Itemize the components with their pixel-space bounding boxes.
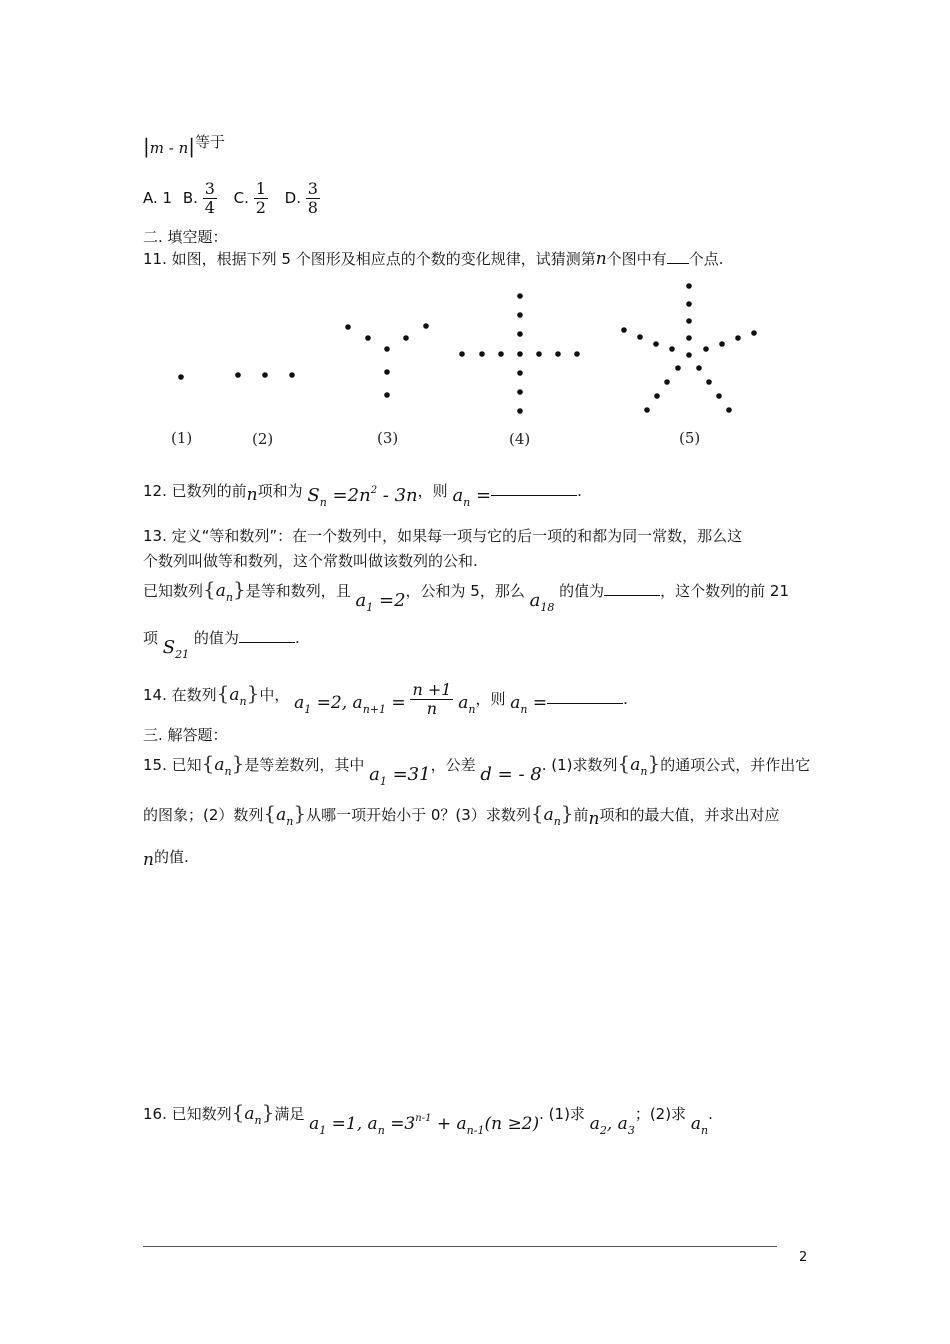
brace-left: { (263, 801, 277, 825)
q15-l2-b: 从哪一项开始小于 0？(3）求数列 (306, 806, 531, 824)
q15-line1 (143, 751, 811, 788)
q13-a1: $a_1 =2$ (355, 590, 406, 614)
answer-blank (604, 581, 660, 596)
seq-an: $a_n$ (543, 805, 561, 828)
answer-blank (239, 628, 295, 643)
var-n: n (595, 249, 607, 269)
figure-2-label: (2) (252, 430, 274, 448)
q13-l4-b: 的值为 (193, 629, 239, 647)
seq-an: $a_n$ (215, 581, 233, 604)
seq-an: $a_n$ (229, 685, 247, 708)
brace-right: } (246, 681, 260, 705)
option-c-fraction: $\frac{1}{2}$ (255, 179, 266, 217)
q13-l4-c: . (294, 629, 300, 647)
option-d-label: D. (284, 189, 301, 207)
var-n: n (588, 809, 600, 829)
seq-an: $a_n$ (214, 755, 232, 778)
q11-text-b: 个图中有 (606, 250, 667, 268)
figure-4-label: (4) (509, 430, 531, 448)
section-fill-in-heading: 二. 填空题： (143, 228, 228, 246)
q13-a18: $a_{18}$ (529, 590, 555, 614)
figure-5 (621, 283, 757, 413)
q14-text (143, 677, 628, 718)
q10-tail: 等于 (195, 133, 226, 151)
q14-text-b: 中， (259, 686, 290, 704)
q13-l4-a: 项 (143, 629, 159, 647)
q13-l3-b: 是等和数列，且 (245, 582, 351, 600)
brace-right: } (261, 1100, 275, 1124)
q16-text-b: 满足 (274, 1105, 305, 1123)
brace-right: } (560, 801, 574, 825)
section-solve-heading: 三. 解答题： (143, 726, 228, 744)
q13-l3-e: ，这个数列的前 21 (660, 582, 790, 600)
figure-5-label: (5) (679, 429, 701, 447)
dot-pattern-figure (0, 0, 950, 470)
q13-line4 (143, 627, 300, 661)
brace-left: { (203, 577, 216, 601)
q15-l1-e: 的通项公式，并作出它 (660, 756, 811, 774)
figure-4 (459, 293, 580, 414)
q16-text-a: 16. 已知数列 (143, 1105, 232, 1123)
seq-an: $a_n$ (244, 1104, 262, 1127)
q11-text-a: 11. 如图，根据下列 5 个图形及相应点的个数的变化规律，试猜测第 (143, 250, 596, 268)
q13-l3-d: 的值为 (559, 582, 605, 600)
q12-text (143, 480, 582, 509)
brace-right: } (231, 751, 245, 775)
answer-blank (491, 481, 577, 496)
brace-left: { (231, 1100, 245, 1124)
q15-line2 (143, 801, 780, 829)
var-n: n (143, 850, 154, 870)
q12-sum-formula: $S_n =2n^2 - 3n$ (307, 485, 418, 509)
answer-blank (547, 689, 623, 704)
q12-text-c: ，则 (417, 482, 448, 500)
q15-l2-a: 的图象；(2）数列 (143, 806, 264, 824)
brace-left: { (617, 751, 631, 775)
q14-end: . (623, 690, 628, 708)
brace-left: { (216, 681, 230, 705)
q15-a1: $a_1 =31$ (369, 764, 431, 788)
q15-l3-a: 的值. (153, 848, 189, 866)
figure-3 (345, 323, 429, 398)
q13-l3-a: 已知数列 (143, 582, 204, 600)
q14-result: $a_n$ = (510, 693, 548, 716)
brace-right: } (647, 751, 661, 775)
page-number: 2 (799, 1250, 808, 1265)
q15-l1-d: . (1)求数列 (541, 756, 618, 774)
var-n: n (178, 139, 189, 157)
q13-s21: $S_{21}$ (162, 637, 190, 661)
q15-l1-c: ，公差 (430, 756, 476, 774)
brace-right: } (232, 577, 246, 601)
q16-text-c: . (1)求 (539, 1105, 585, 1123)
q15-line3 (143, 846, 189, 870)
seq-an: $a_n$ (276, 805, 294, 828)
q16-end: . (708, 1105, 713, 1123)
figure-1 (178, 374, 184, 380)
q15-l2-c: 前 (573, 806, 589, 824)
q15-l1-b: 是等差数列，其中 (244, 756, 365, 774)
q12-end: . (577, 482, 582, 500)
option-b-fraction: $\frac{3}{4}$ (204, 179, 215, 217)
brace-left: { (201, 751, 215, 775)
q14-text-c: ，则 (475, 690, 506, 708)
option-a: A. 1 (143, 189, 173, 207)
brace-right: } (293, 801, 307, 825)
q15-l2-d: 项和的最大值，并求出对应 (599, 806, 780, 824)
abs-bar-right: | (188, 134, 196, 158)
q15-l1-a: 15. 已知 (143, 756, 202, 774)
q12-text-b: 项和为 (257, 482, 303, 500)
footer-rule (143, 1246, 777, 1247)
q13-line3 (143, 577, 790, 614)
abs-bar-left: | (143, 134, 150, 158)
figure-1-label: (1) (171, 429, 193, 447)
figure-3-label: (3) (377, 429, 399, 447)
q14-fraction: $\frac{n +1}{n}$ (412, 680, 452, 718)
minus-sign: - (168, 139, 174, 157)
q13-line1: 13. 定义“等和数列”：在一个数列中，如果每一项与它的后一项的和都为同一常数，那么这 (143, 527, 743, 545)
q12-text-a: 12. 已数列的前 (143, 482, 247, 500)
q16-text-d: ；(2)求 (634, 1105, 687, 1123)
var-m: m (149, 139, 164, 157)
option-b-label: B. (182, 189, 198, 207)
figure-2 (235, 372, 295, 378)
q12-an: $a_n$ = (452, 485, 492, 509)
q14-an: $a_n$ (458, 693, 476, 716)
q16-an: $a_n$ (690, 1114, 709, 1137)
q14-recurrence: $a_1 =2$, $a_{n+1}$ = (294, 693, 406, 716)
var-n: n (246, 485, 258, 505)
q16-recurrence: $a_1 =1$, $a_n =3^{n-1} + a_{n-1}(n \ge 2)$ (309, 1113, 540, 1137)
q13-line2: 个数列叫做等和数列，这个常数叫做该数列的公和. (143, 552, 478, 570)
q13-l3-c: ，公和为 5，那么 (405, 582, 525, 600)
option-c-label: C. (233, 189, 249, 207)
option-d-fraction: $\frac{3}{8}$ (307, 179, 318, 217)
q16-a2-a3: $a_2$, $a_3$ (589, 1114, 635, 1137)
q16-text (143, 1100, 713, 1137)
seq-an: $a_n$ (630, 755, 648, 778)
q11-text-c: 个点. (688, 250, 724, 268)
q15-d: d = - 8 (480, 764, 542, 785)
q14-text-a: 14. 在数列 (143, 686, 217, 704)
brace-left: { (530, 801, 544, 825)
